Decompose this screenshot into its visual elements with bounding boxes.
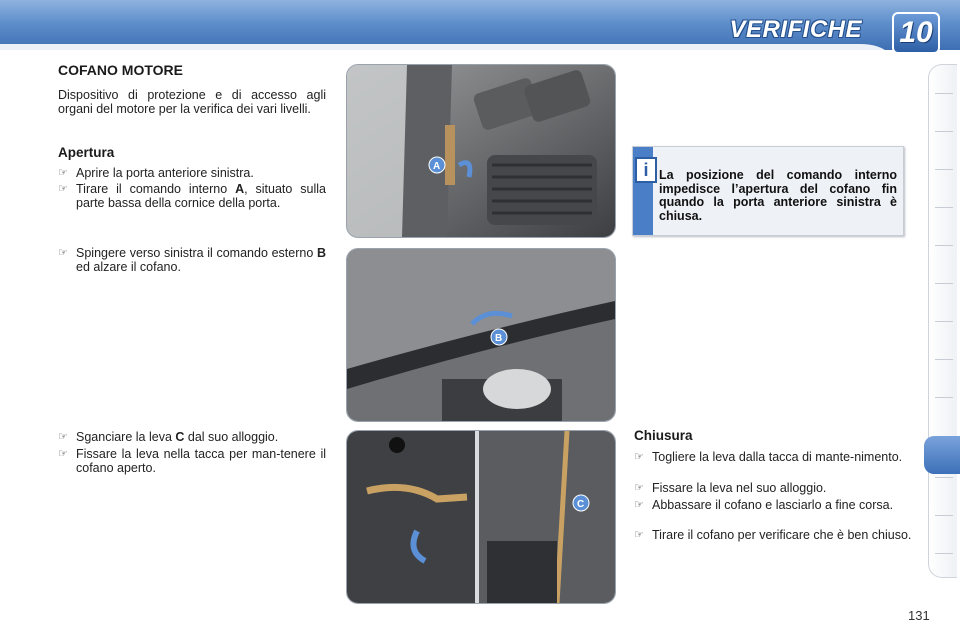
photo-external-lever <box>346 248 616 422</box>
chiusura-step-3 <box>634 498 920 512</box>
step-text: dal suo alloggio. <box>184 430 279 444</box>
chiusura-step-4 <box>634 528 920 542</box>
chiusura-step-2 <box>634 481 920 495</box>
step-text: ed alzare il cofano. <box>76 260 181 274</box>
section-title: COFANO MOTORE <box>58 62 183 78</box>
apertura-step-5 <box>58 447 326 475</box>
tab-divider <box>935 93 953 94</box>
step-text: , situato sulla parte bassa della cornice della porta. <box>76 182 326 210</box>
tab-divider <box>935 515 953 516</box>
pointer-icon: ☞ <box>634 499 644 511</box>
step-text: Togliere la leva dalla tacca di mante-nimento. <box>652 450 903 464</box>
page-number: 131 <box>908 608 930 623</box>
chapter-tab-strip <box>928 64 957 578</box>
pointer-icon: ☞ <box>58 183 68 195</box>
tab-divider <box>935 169 953 170</box>
step-text: Abbassare il cofano e lasciarlo a fine corsa. <box>652 498 894 512</box>
photo-interior-lever <box>346 64 616 238</box>
chiusura-step-1 <box>634 450 920 464</box>
control-letter: A <box>235 182 245 196</box>
chapter-number-badge: 10 <box>892 12 940 54</box>
tab-divider <box>935 207 953 208</box>
info-box <box>632 146 904 236</box>
info-icon: i <box>635 157 657 183</box>
pointer-icon: ☞ <box>634 482 644 494</box>
tab-divider <box>935 245 953 246</box>
pointer-icon: ☞ <box>58 247 68 259</box>
pointer-icon: ☞ <box>58 448 68 460</box>
label-a: A <box>433 161 441 172</box>
label-b: B <box>495 333 503 344</box>
tab-divider <box>935 397 953 398</box>
pointer-icon: ☞ <box>58 431 68 443</box>
chiusura-heading: Chiusura <box>634 428 693 443</box>
step-text: Tirare il cofano per verificare che è ben chiuso. <box>652 528 912 542</box>
photo-prop-rod <box>346 430 616 604</box>
step-text: Sganciare la leva <box>76 430 176 444</box>
tab-divider <box>935 359 953 360</box>
label-c: C <box>577 499 585 510</box>
apertura-heading: Apertura <box>58 145 115 160</box>
info-text: La posizione del comando interno impedisce l’apertura del cofano fin quando la porta anteriore sinistra è chiusa. <box>659 168 897 223</box>
step-text: Spingere verso sinistra il comando esterno <box>76 246 317 260</box>
tab-divider <box>935 283 953 284</box>
pointer-icon: ☞ <box>634 529 644 541</box>
header-title: VERIFICHE <box>729 16 862 43</box>
step-text: Tirare il comando interno <box>76 182 236 196</box>
header-band <box>0 0 960 50</box>
pointer-icon: ☞ <box>634 451 644 463</box>
apertura-step-2 <box>58 182 326 210</box>
tab-divider <box>935 321 953 322</box>
step-text: Aprire la porta anteriore sinistra. <box>76 166 254 180</box>
tab-divider <box>935 477 953 478</box>
step-text: Fissare la leva nel suo alloggio. <box>652 481 827 495</box>
control-letter: C <box>175 430 185 444</box>
control-letter: B <box>316 246 326 260</box>
section-intro: Dispositivo di protezione e di accesso agli organi del motore per la verifica dei vari livelli. <box>58 88 326 116</box>
apertura-step-4 <box>58 430 326 444</box>
tab-divider <box>935 131 953 132</box>
tab-divider <box>935 553 953 554</box>
active-chapter-tab[interactable] <box>924 436 960 474</box>
apertura-step-3 <box>58 246 326 274</box>
pointer-icon: ☞ <box>58 167 68 179</box>
apertura-step-1 <box>58 166 326 180</box>
step-text: Fissare la leva nella tacca per man-tenere il cofano aperto. <box>76 447 326 475</box>
